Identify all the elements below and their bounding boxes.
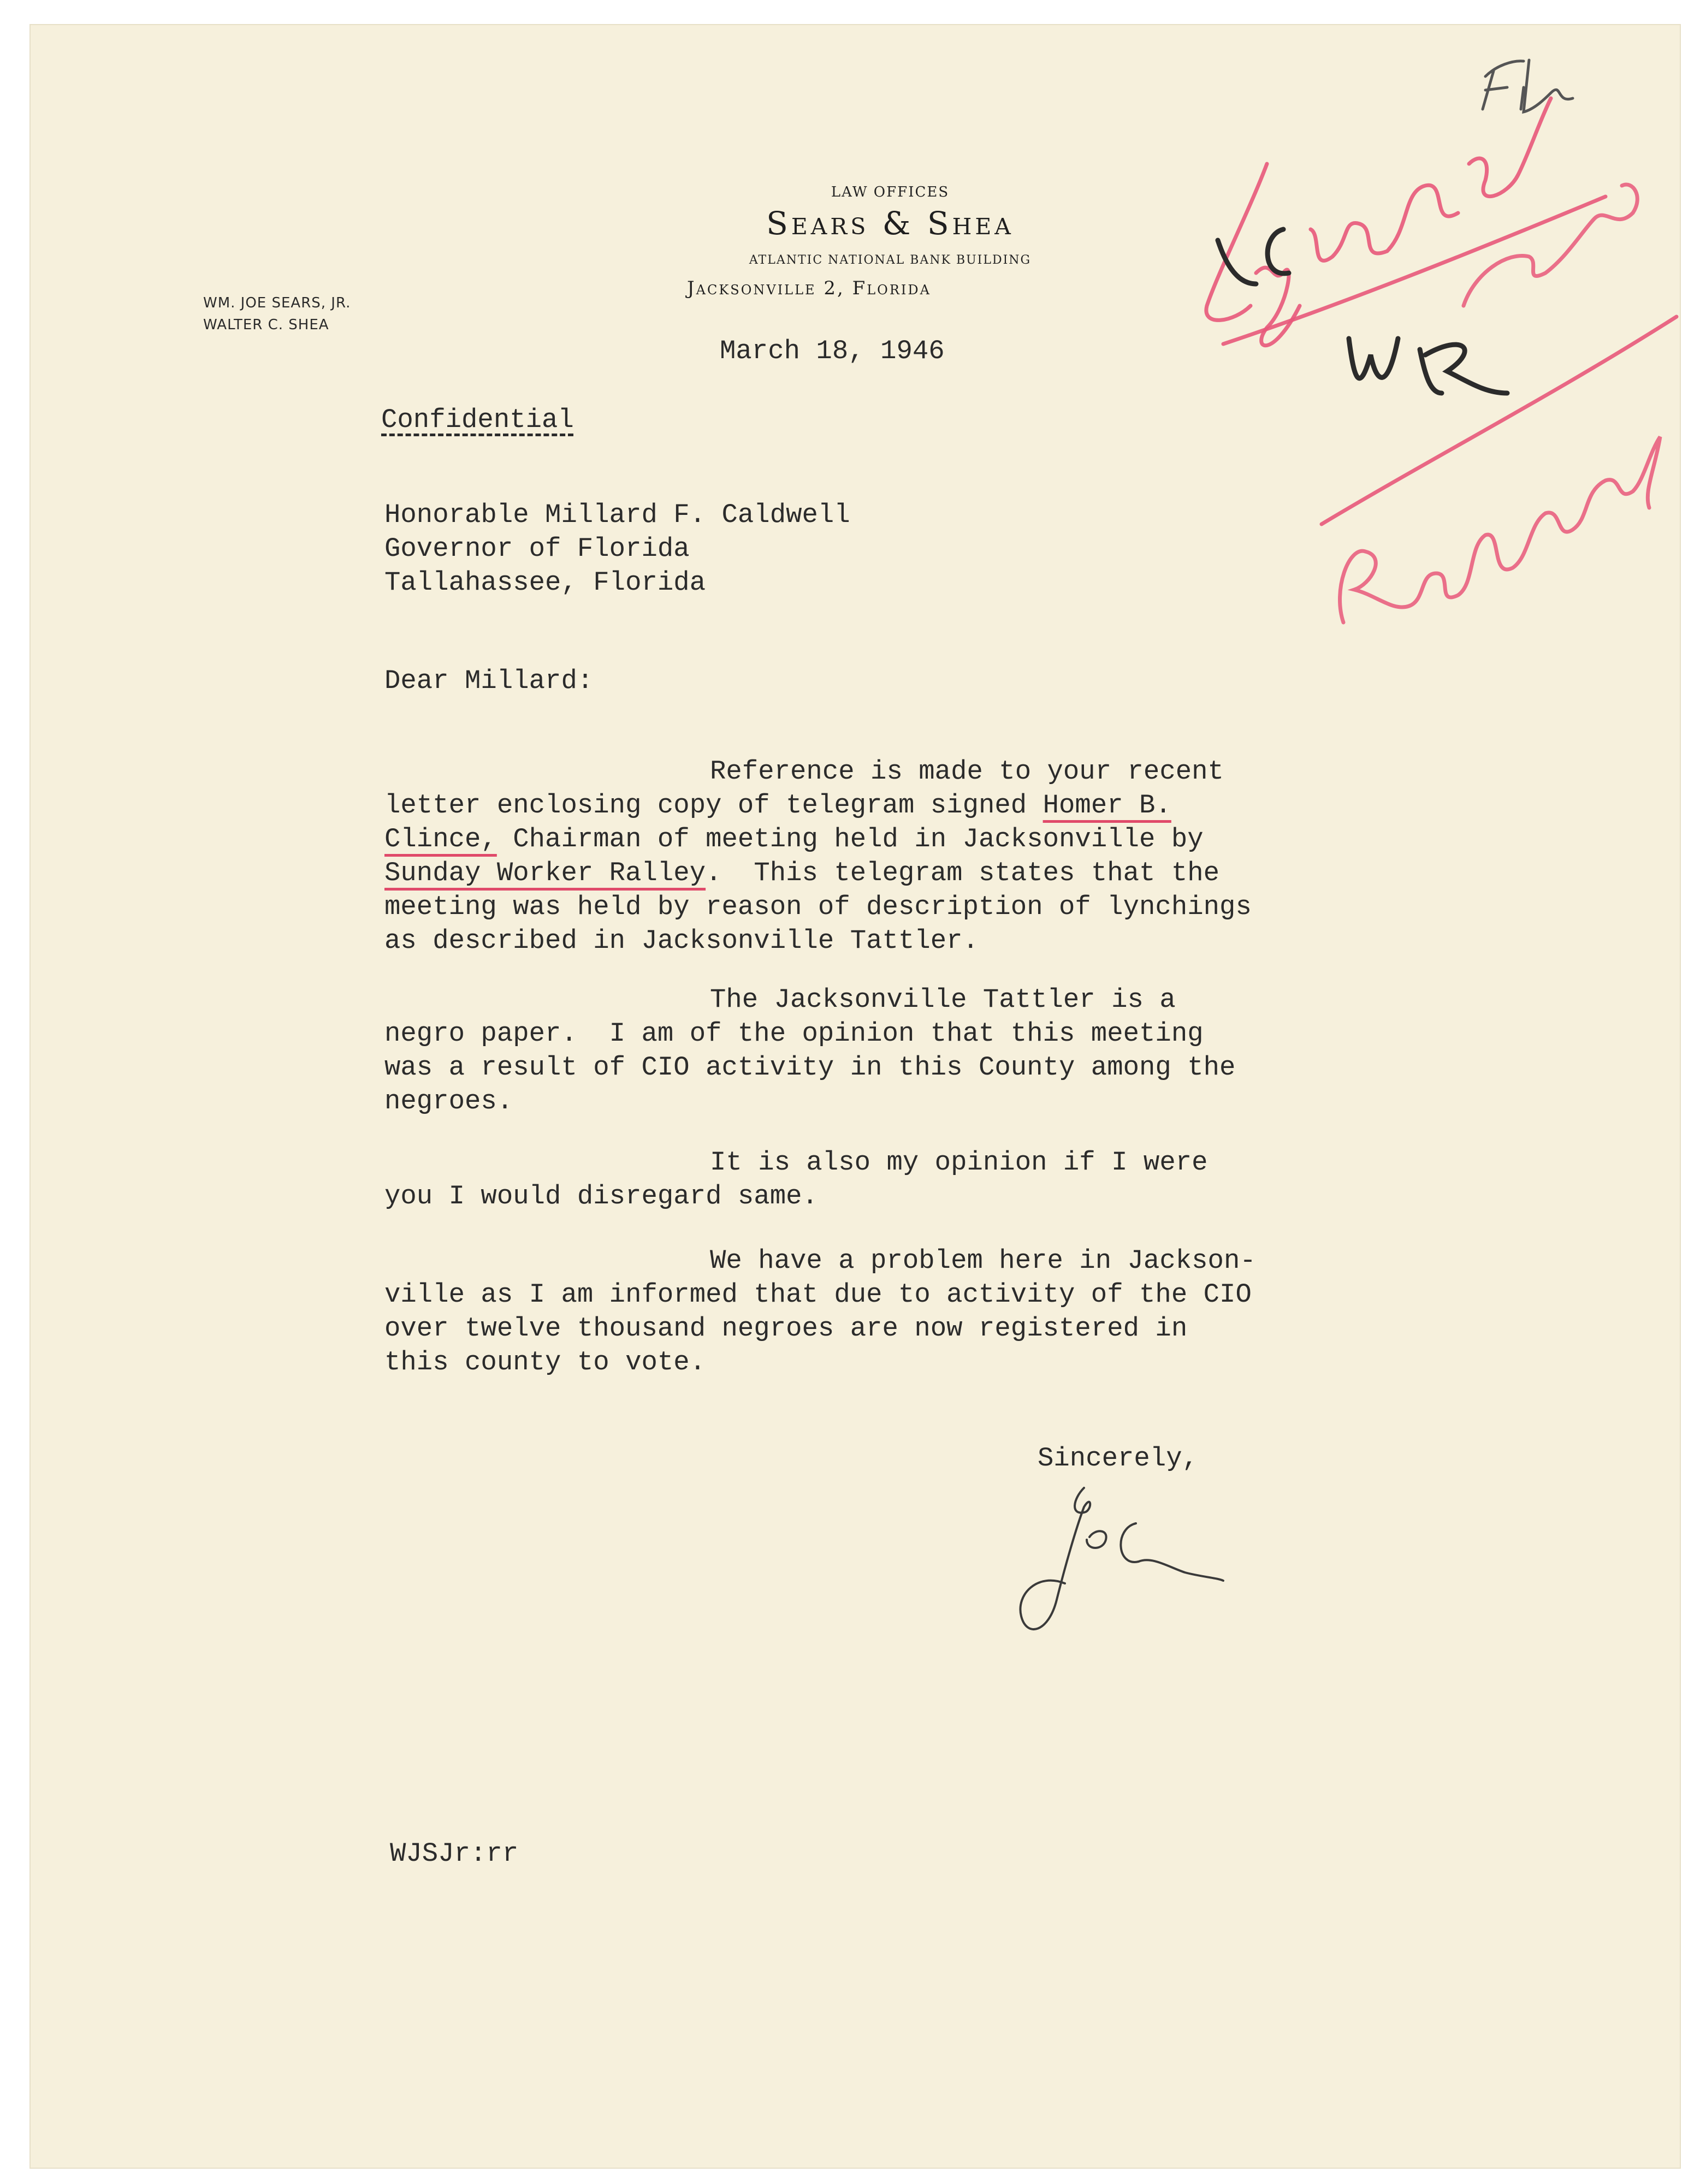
recipient-line: Governor of Florida [384,533,690,564]
body-line: was a result of CIO activity in this County among the [384,1052,1236,1083]
body-line: negroes. [384,1086,513,1117]
body-line: ville as I am informed that due to activity of the CIO [384,1279,1252,1310]
body-line [384,788,1252,822]
body-line: negro paper. I am of the opinion that this meeting [384,1018,1204,1049]
body-paragraph-2 [384,983,1235,1118]
body-text: Chairman of meeting held in Jacksonville by [496,824,1204,854]
underlined-name: Homer B. [1042,790,1171,821]
recipient-address [384,498,850,600]
letterhead-firm-name: Sears & Shea [766,205,1014,242]
body-paragraph-4 [384,1244,1256,1379]
body-line [384,822,1252,856]
recipient-line: Tallahassee, Florida [384,567,706,598]
closing: Sincerely, [1038,1443,1199,1474]
body-paragraph-3 [384,1146,1208,1213]
underlined-name: Sunday Worker Ralley [384,858,706,888]
letterhead-city: Jacksonville 2, Florida [687,277,931,299]
body-line: this county to vote. [384,1347,706,1378]
body-line: as described in Jacksonville Tattler. [384,925,979,956]
letter-date: March 18, 1946 [720,336,945,366]
salutation: Dear Millard: [384,666,594,696]
letterhead-building: ATLANTIC NATIONAL BANK BUILDING [749,253,1032,267]
confidential-label: Confidential [381,405,574,435]
body-line: It is also my opinion if I were [710,1147,1208,1178]
body-line: you I would disregard same. [384,1181,818,1212]
letterhead-office-label: LAW OFFICES [831,184,950,200]
underlined-name: Clince, [384,824,497,854]
partner-name: WM. JOE SEARS, JR. [203,295,351,311]
body-line [384,856,1252,890]
body-line: meeting was held by reason of description of lynchings [384,892,1252,922]
body-line: over twelve thousand negroes are now registered in [384,1313,1188,1344]
body-paragraph-1 [384,755,1252,958]
body-line: Reference is made to your recent [710,756,1224,787]
body-line: We have a problem here in Jackson- [710,1245,1256,1276]
body-line: The Jacksonville Tattler is a [710,984,1176,1015]
partner-name: WALTER C. SHEA [203,317,329,333]
reference-initials: WJSJr:rr [390,1838,519,1869]
recipient-line: Honorable Millard F. Caldwell [384,500,850,530]
body-text: . This telegram states that the [706,858,1220,888]
body-text: letter enclosing copy of telegram signed [384,790,1043,821]
